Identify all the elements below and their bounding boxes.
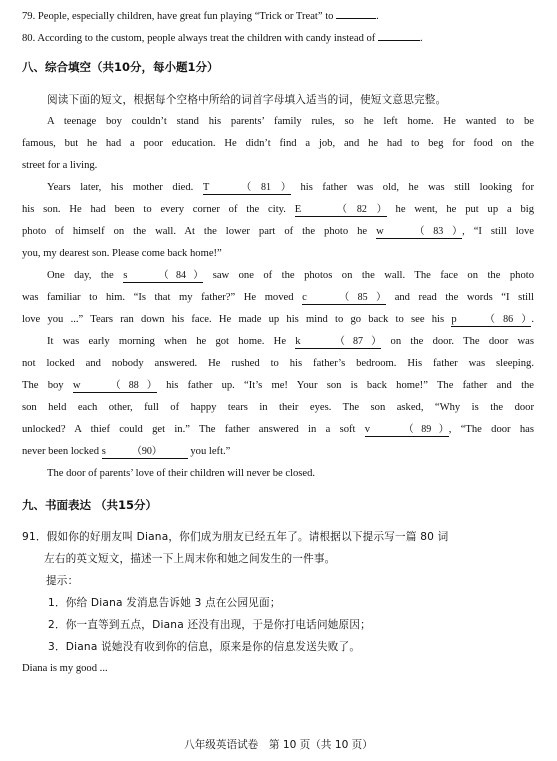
question-91-cont: 左右的英文短文，描述一下上周末你和她之间发生的一件事。: [44, 553, 336, 565]
answer-blank-81[interactable]: T （81）: [202, 182, 291, 193]
passage-line: The boy w （88） his father up. “It’s me! Your son is back home!” The father and the: [22, 380, 535, 391]
question-91: 91．假如你的好朋友叫 Diana，你们成为朋友已经五年了。请根据以下提示写一篇 80 词: [22, 531, 449, 543]
answer-blank-85[interactable]: c （85）: [302, 292, 387, 303]
passage-line: A teenage boy couldn’t stand his parents’ family rules, so he left home. He wanted to be: [47, 116, 534, 127]
page-footer: 八年级英语试卷 第 10 页（共 10 页）: [184, 739, 373, 751]
passage-line: was familiar to him. “Is that my father?” He moved c （85） and read the words “I still: [22, 292, 535, 303]
answer-blank-82[interactable]: E （82）: [294, 204, 387, 215]
answer-blank-90[interactable]: s （90）: [102, 446, 188, 459]
passage-line: you, my dearest son. Please come back home!”: [22, 248, 222, 259]
passage-line: son held each other, full of happy tears in their eyes. The son asked, “Why is the door: [22, 402, 534, 413]
answer-blank-86[interactable]: p （86）: [451, 314, 532, 325]
passage-line: love you ...” Tears ran down his face. He made up his mind to go back to see his p （86）.: [22, 314, 534, 325]
passage-line: One day, the s （84） saw one of the photos on the wall. The face on the photo: [47, 270, 534, 281]
answer-blank-88[interactable]: w （88）: [72, 380, 157, 391]
passage-line: Years later, his mother died. T （81） his father was old, he was still looking for: [47, 182, 534, 193]
answer-blank-79[interactable]: [336, 6, 376, 19]
answer-blank-84[interactable]: s （84）: [123, 270, 204, 281]
passage-line: photo of himself on the wall. At the lower part of the photo he w （83）, “I still love: [22, 226, 534, 237]
answer-blank-89[interactable]: v （89）: [364, 424, 449, 435]
answer-blank-80[interactable]: [378, 28, 420, 41]
passage-line: not locked and nobody answered. He rushed to his father’s bedroom. His father was sleeping.: [22, 358, 534, 369]
essay-starter: Diana is my good ...: [22, 663, 108, 674]
passage-line: famous, but he had a poor education. He didn’t find a job, and he had to beg for food on the: [22, 138, 534, 149]
question-79: 79. People, especially children, have great fun playing “Trick or Treat” to .: [22, 6, 534, 24]
hint-item: 3．Diana 说她没有收到你的信息，原来是你的信息发送失败了。: [48, 641, 361, 653]
passage-line: never been locked s （90） you left.”: [22, 446, 231, 457]
passage-line: unlocked? A thief could get in.” The father answered in a soft v （89）, “The door has: [22, 424, 534, 435]
passage-line: The door of parents’ love of their children will never be closed.: [47, 468, 316, 479]
hint-item: 2．你一直等到五点，Diana 还没有出现，于是你打电话问她原因；: [48, 619, 371, 631]
passage-line: street for a living.: [22, 160, 98, 171]
answer-blank-83[interactable]: w （83）: [376, 226, 463, 237]
section-9-title: 九、书面表达 （共15分）: [22, 498, 158, 512]
section-8-instruction: 阅读下面的短文，根据每个空格中所给的词首字母填入适当的词，使短文意思完整。: [47, 94, 447, 106]
passage-line: his son. He had been to every corner of the city. E （82） he went, he put up a big: [22, 204, 534, 215]
answer-blank-87[interactable]: k （87）: [295, 336, 382, 347]
hint-item: 1．你给 Diana 发消息告诉她 3 点在公园见面；: [48, 597, 281, 609]
section-8-title: 八、综合填空（共10分，每小题1分）: [22, 60, 219, 74]
hint-label: 提示：: [46, 575, 79, 587]
question-80: 80. According to the custom, people always treat the children with candy instead of .: [22, 28, 534, 46]
passage-line: It was early morning when he got home. He k （87） on the door. The door was: [47, 336, 534, 347]
